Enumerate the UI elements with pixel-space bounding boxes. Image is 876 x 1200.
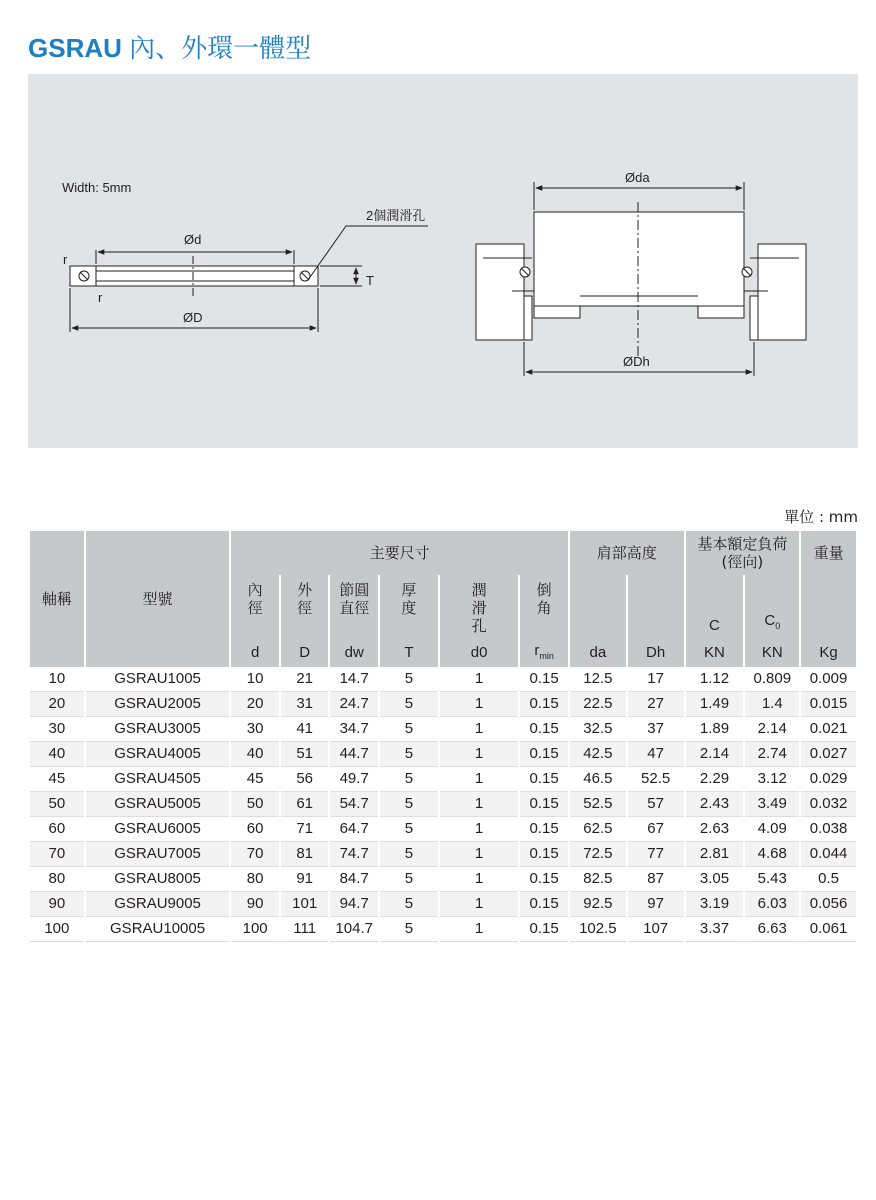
cell-C: 1.89 [686,717,744,742]
header-pitch-diameter [330,575,378,639]
cell-D: 91 [281,867,329,892]
dim-d-label: Ød [184,232,202,247]
header-pitch-diameter-2: 直徑 [339,599,370,617]
cell-C: 3.05 [686,867,744,892]
cell-Dh: 37 [628,717,684,742]
header-C: C [686,575,744,639]
cell-dw: 94.7 [330,892,378,917]
header-thickness [380,575,438,639]
cell-weight: 0.029 [801,767,856,792]
cell-Dh: 17 [628,667,684,692]
cell-weight: 0.061 [801,917,856,942]
header-sym-d0: d0 [440,639,519,667]
cell-D: 101 [281,892,329,917]
cell-model: GSRAU4505 [86,767,230,792]
bearing-drawing [28,74,858,448]
header-axis: 軸稱 [30,531,84,667]
cell-axis: 45 [30,767,84,792]
header-thickness-1: 厚 [401,581,417,599]
cell-D: 81 [281,842,329,867]
cell-C0: 0.809 [745,667,799,692]
cell-T: 5 [380,892,438,917]
cell-T: 5 [380,817,438,842]
table-row [30,917,856,942]
cell-Dh: 97 [628,892,684,917]
header-sym-r-letter: r [534,641,540,659]
cell-r: 0.15 [520,867,568,892]
header-sym-D: D [281,639,329,667]
header-model: 型號 [86,531,230,667]
table-row [30,767,856,792]
cell-C0: 2.74 [745,742,799,767]
cell-weight: 0.027 [801,742,856,767]
cell-D: 56 [281,767,329,792]
header-outer-diameter [281,575,329,639]
header-sym-da: da [570,639,626,667]
cell-weight: 0.015 [801,692,856,717]
cell-C0: 3.12 [745,767,799,792]
cell-D: 111 [281,917,329,942]
header-weight: 重量 [801,531,856,575]
cell-C: 1.49 [686,692,744,717]
table-row [30,792,856,817]
cell-model: GSRAU3005 [86,717,230,742]
cell-T: 5 [380,917,438,942]
cell-dw: 54.7 [330,792,378,817]
header-unit-kn-2: KN [745,639,799,667]
cell-weight: 0.056 [801,892,856,917]
cell-r: 0.15 [520,917,568,942]
cell-axis: 20 [30,692,84,717]
table-row [30,817,856,842]
cell-dw: 24.7 [330,692,378,717]
cell-model: GSRAU6005 [86,817,230,842]
cell-Dh: 107 [628,917,684,942]
table-row [30,842,856,867]
cell-d: 90 [231,892,279,917]
cell-axis: 80 [30,867,84,892]
header-thickness-2: 度 [401,599,417,617]
cell-T: 5 [380,692,438,717]
header-C0-letter: C [764,612,776,629]
cell-d: 70 [231,842,279,867]
cell-weight: 0.044 [801,842,856,867]
cell-Dh: 27 [628,692,684,717]
cell-da: 52.5 [570,792,626,817]
cell-C: 2.43 [686,792,744,817]
cell-T: 5 [380,867,438,892]
cell-T: 5 [380,792,438,817]
cell-d: 20 [231,692,279,717]
header-sym-r [520,639,568,667]
cell-d0: 1 [440,817,519,842]
r-label-bottom: r [98,290,103,305]
cell-axis: 40 [30,742,84,767]
title-description: 內、外環一體型 [129,34,312,64]
cell-dw: 64.7 [330,817,378,842]
header-lube-hole-3: 孔 [471,617,487,635]
cell-dw: 34.7 [330,717,378,742]
cell-da: 22.5 [570,692,626,717]
cell-Dh: 77 [628,842,684,867]
cell-d: 10 [231,667,279,692]
cell-D: 31 [281,692,329,717]
header-load-rating [686,531,800,575]
cell-axis: 100 [30,917,84,942]
header-da-spacer [570,575,626,639]
header-chamfer-2: 角 [536,599,552,617]
cell-weight: 0.038 [801,817,856,842]
header-inner-diameter-1: 內 [247,581,263,599]
cell-r: 0.15 [520,842,568,867]
cell-model: GSRAU7005 [86,842,230,867]
cell-dw: 84.7 [330,867,378,892]
table-row [30,692,856,717]
title-model: GSRAU [28,33,122,63]
cell-dw: 104.7 [330,917,378,942]
table-row [30,867,856,892]
cell-weight: 0.032 [801,792,856,817]
cell-d0: 1 [440,667,519,692]
cell-D: 21 [281,667,329,692]
cell-C0: 3.49 [745,792,799,817]
header-inner-diameter-2: 徑 [247,599,263,617]
cell-model: GSRAU8005 [86,867,230,892]
cell-C: 2.29 [686,767,744,792]
header-weight-spacer [801,575,856,639]
header-C0 [745,575,799,639]
cell-r: 0.15 [520,667,568,692]
cell-r: 0.15 [520,742,568,767]
cell-r: 0.15 [520,767,568,792]
header-Dh-spacer [628,575,684,639]
header-outer-diameter-1: 外 [297,581,313,599]
cell-d0: 1 [440,792,519,817]
cell-C0: 1.4 [745,692,799,717]
cell-d0: 1 [440,867,519,892]
cell-d: 60 [231,817,279,842]
cell-dw: 74.7 [330,842,378,867]
technical-drawing-panel [28,74,858,448]
dim-D-label: ØD [183,310,203,325]
table-row [30,667,856,692]
dim-T-label: T [366,273,374,288]
cell-Dh: 47 [628,742,684,767]
cell-C: 1.12 [686,667,744,692]
cell-r: 0.15 [520,692,568,717]
cell-da: 46.5 [570,767,626,792]
cell-D: 41 [281,717,329,742]
unit-label: 單位 : mm [784,508,858,526]
cell-C0: 2.14 [745,717,799,742]
cell-axis: 90 [30,892,84,917]
cell-da: 102.5 [570,917,626,942]
cell-da: 12.5 [570,667,626,692]
table-row [30,742,856,767]
header-C0-sub: 0 [775,621,781,631]
cell-C0: 4.68 [745,842,799,867]
right-mounting-section [476,202,806,358]
cell-axis: 30 [30,717,84,742]
cell-model: GSRAU4005 [86,742,230,767]
cell-d0: 1 [440,917,519,942]
width-note: Width: 5mm [62,180,132,195]
cell-d0: 1 [440,692,519,717]
header-sym-dw: dw [330,639,378,667]
spec-table [28,531,858,942]
header-lube-hole-1: 潤 [471,581,487,599]
header-unit-kg: Kg [801,639,856,667]
cell-r: 0.15 [520,817,568,842]
cell-C: 3.37 [686,917,744,942]
cell-dw: 49.7 [330,767,378,792]
cell-D: 71 [281,817,329,842]
cell-model: GSRAU9005 [86,892,230,917]
cell-axis: 10 [30,667,84,692]
cell-C: 3.19 [686,892,744,917]
cell-T: 5 [380,667,438,692]
cell-dw: 44.7 [330,742,378,767]
cell-d: 40 [231,742,279,767]
cell-weight: 0.5 [801,867,856,892]
cell-C: 2.63 [686,817,744,842]
cell-D: 61 [281,792,329,817]
header-lube-hole [440,575,519,639]
header-outer-diameter-2: 徑 [297,599,313,617]
cell-d: 100 [231,917,279,942]
cell-axis: 60 [30,817,84,842]
header-pitch-diameter-1: 節圓 [339,581,370,599]
header-load-rating-sub: (徑向) [721,553,764,571]
cell-C0: 6.03 [745,892,799,917]
cell-da: 42.5 [570,742,626,767]
header-main-dims: 主要尺寸 [231,531,568,575]
header-sym-T: T [380,639,438,667]
cell-C: 2.81 [686,842,744,867]
header-inner-diameter [231,575,279,639]
header-chamfer-1: 倒 [536,581,552,599]
dim-da-label: Øda [625,170,650,185]
cell-da: 82.5 [570,867,626,892]
cell-C0: 6.63 [745,917,799,942]
cell-C0: 5.43 [745,867,799,892]
cell-model: GSRAU5005 [86,792,230,817]
cell-T: 5 [380,742,438,767]
cell-D: 51 [281,742,329,767]
header-load-rating-title: 基本額定負荷 [697,535,788,553]
header-unit-kn-1: KN [686,639,744,667]
cell-C: 2.14 [686,742,744,767]
cell-dw: 14.7 [330,667,378,692]
cell-d0: 1 [440,767,519,792]
table-row [30,717,856,742]
cell-da: 92.5 [570,892,626,917]
cell-Dh: 67 [628,817,684,842]
cell-da: 62.5 [570,817,626,842]
cell-d0: 1 [440,742,519,767]
header-sym-d: d [231,639,279,667]
cell-Dh: 57 [628,792,684,817]
cell-d: 30 [231,717,279,742]
header-sym-r-sub: min [539,650,554,661]
cell-weight: 0.021 [801,717,856,742]
cell-r: 0.15 [520,792,568,817]
cell-T: 5 [380,767,438,792]
cell-da: 32.5 [570,717,626,742]
header-chamfer [520,575,568,639]
dim-Dh-label: ØDh [623,354,650,369]
cell-model: GSRAU1005 [86,667,230,692]
cell-weight: 0.009 [801,667,856,692]
table-row [30,892,856,917]
r-label-top: r [63,252,68,267]
cell-d: 80 [231,867,279,892]
cell-d0: 1 [440,842,519,867]
cell-d0: 1 [440,892,519,917]
cell-model: GSRAU10005 [86,917,230,942]
cell-r: 0.15 [520,717,568,742]
lube-holes-label: 2個潤滑孔 [366,208,426,223]
cell-T: 5 [380,842,438,867]
cell-Dh: 52.5 [628,767,684,792]
header-sym-Dh: Dh [628,639,684,667]
cell-d: 50 [231,792,279,817]
cell-C0: 4.09 [745,817,799,842]
cell-axis: 50 [30,792,84,817]
left-bearing-section [70,256,318,296]
cell-T: 5 [380,717,438,742]
cell-r: 0.15 [520,892,568,917]
cell-axis: 70 [30,842,84,867]
cell-Dh: 87 [628,867,684,892]
cell-model: GSRAU2005 [86,692,230,717]
spec-table-body [30,667,856,942]
cell-da: 72.5 [570,842,626,867]
cell-d: 45 [231,767,279,792]
header-shoulder: 肩部高度 [570,531,684,575]
page-title [28,32,311,65]
cell-d0: 1 [440,717,519,742]
header-lube-hole-2: 滑 [471,599,487,617]
